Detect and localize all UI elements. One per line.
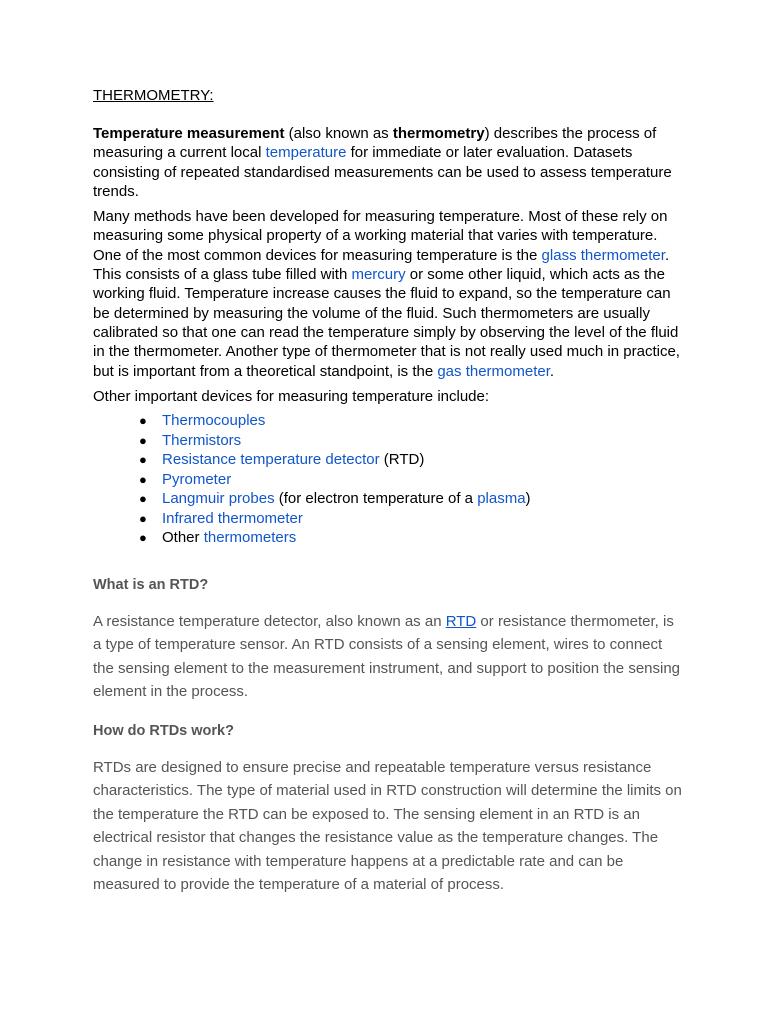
list-item	[93, 489, 683, 509]
link-infrared-thermometer[interactable]: Infrared thermometer	[162, 509, 303, 527]
text: A resistance temperature detector, also known as an	[93, 612, 446, 630]
link-thermocouples[interactable]: Thermocouples	[162, 412, 266, 430]
devices-intro: Other important devices for measuring temperature include:	[93, 387, 490, 405]
list-item	[93, 528, 683, 548]
list-item	[93, 431, 683, 451]
rtd-paragraph	[93, 610, 683, 704]
text: ) describes the process of measuring a current local	[93, 125, 657, 162]
list-item	[93, 509, 683, 529]
list-item	[93, 411, 683, 431]
text: Many methods have been developed for measuring temperature. Most of these rely on measuring some physical property of a working material that varies with temperature. One of the most common devices for measuring temperature is the	[93, 208, 668, 264]
bullet: ●	[139, 432, 147, 448]
link-resistance-temperature-detector[interactable]: Resistance temperature detector	[162, 451, 380, 469]
text: or some other liquid, which acts as the working fluid. Temperature increase causes the fluid to expand, so the temperature can be determined by measuring the volume of the fluid. Such thermometers are usually calibrated so that one can read the temperature simply by observing the level of the fluid in the thermometer. Another type of thermometer that is not really used much in practice, but is important from a theoretical standpoint, is the	[93, 266, 680, 380]
text: . This consists of a glass tube filled with	[93, 246, 670, 284]
text: for immediate or later evaluation. Datasets consisting of repeated standardised measurements can be used to assess temperature trends.	[93, 144, 672, 200]
text: Other	[162, 529, 204, 547]
link-glass-thermometer[interactable]: glass thermometer	[541, 246, 665, 264]
link-pyrometer[interactable]: Pyrometer	[162, 470, 232, 488]
list-item	[93, 470, 683, 490]
bullet: ●	[139, 471, 147, 487]
link-mercury[interactable]: mercury	[351, 266, 406, 284]
link-temperature[interactable]: temperature	[265, 144, 347, 162]
bold-term-temperature-measurement: Temperature measurement	[93, 125, 285, 142]
text: )	[525, 490, 531, 508]
devices-list	[93, 411, 683, 548]
link-plasma[interactable]: plasma	[477, 490, 526, 508]
text: or resistance thermometer, is a type of temperature sensor. An RTD consists of a sensing element, wires to connect the sensing element to the measurement instrument, and support to position the sensing element in the process.	[93, 612, 681, 701]
bullet: ●	[139, 491, 147, 507]
text: .	[549, 362, 555, 380]
heading-what-is-rtd: What is an RTD?	[93, 576, 209, 593]
link-thermometers[interactable]: thermometers	[203, 529, 297, 547]
bullet: ●	[139, 413, 147, 429]
bullet: ●	[139, 530, 147, 546]
rtd-work-paragraph: RTDs are designed to ensure precise and repeatable temperature versus resistance characteristics. The type of material used in RTD construction will determine the limits on the temperature the RTD can be exposed to. The sensing element in an RTD is an electrical resistor that changes the resistance value as the temperature changes. The change in resistance with temperature happens at a predictable rate and can be measured to provide the temperature of a material of process.	[93, 758, 682, 894]
link-langmuir-probes[interactable]: Langmuir probes	[162, 490, 275, 508]
document-content	[93, 86, 683, 897]
list-item	[93, 450, 683, 470]
text: (also known as	[284, 125, 393, 142]
intro-paragraph	[93, 124, 683, 201]
bullet: ●	[139, 452, 147, 468]
text: (for electron temperature of a	[274, 490, 478, 508]
bullet: ●	[139, 510, 147, 526]
heading-how-rtds-work: How do RTDs work?	[93, 722, 234, 739]
text: (RTD)	[379, 451, 425, 469]
methods-paragraph	[93, 207, 683, 381]
page-title: THERMOMETRY:	[93, 87, 214, 104]
link-thermistors[interactable]: Thermistors	[162, 431, 242, 449]
link-rtd[interactable]: RTD	[445, 612, 477, 630]
link-gas-thermometer[interactable]: gas thermometer	[437, 362, 550, 380]
bold-term-thermometry: thermometry	[392, 125, 485, 142]
